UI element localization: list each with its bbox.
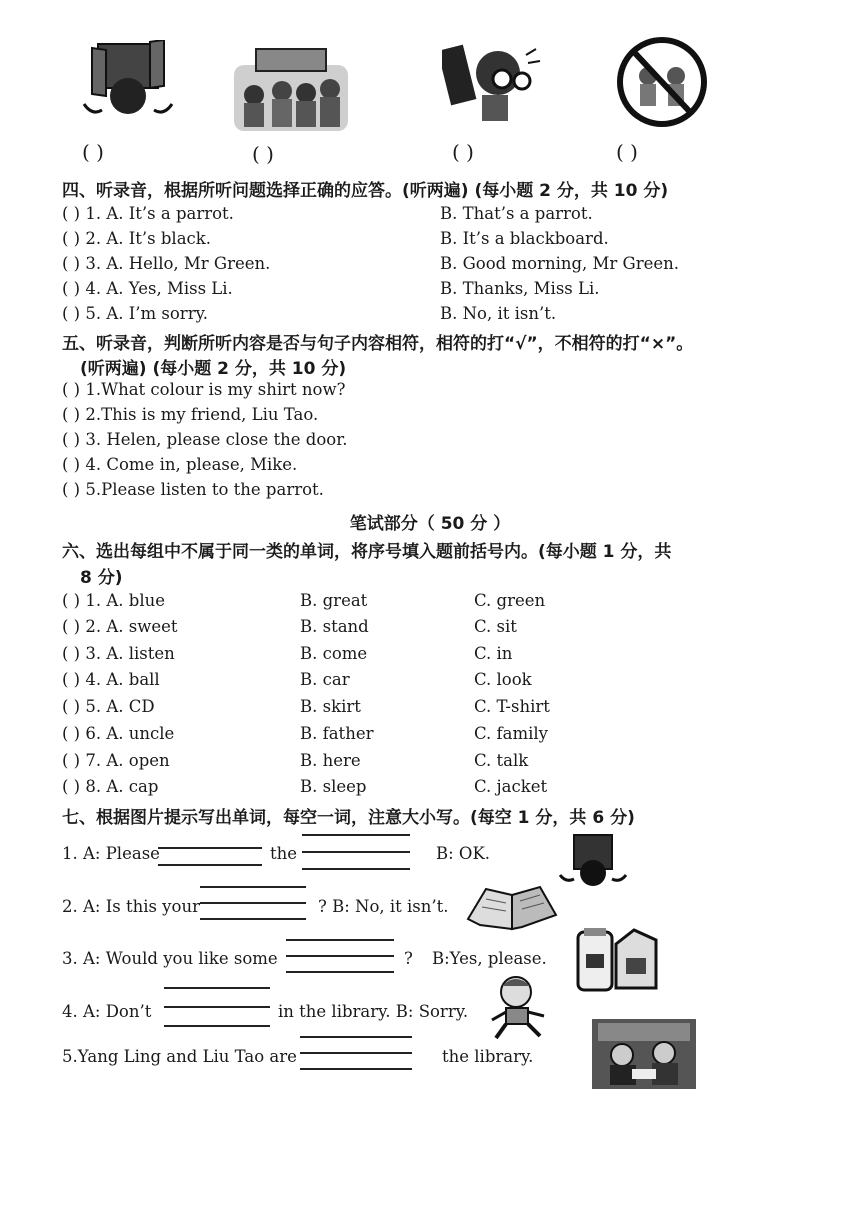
s7-q3-part2: ?	[404, 949, 413, 968]
s6-q8-c: C. jacket	[474, 777, 548, 796]
s7-q1-blank1-top[interactable]	[158, 847, 262, 849]
classroom-teacher-icon	[232, 45, 350, 133]
s7-q2-part2: ? B: No, it isn’t.	[318, 897, 449, 916]
s4-q1: ( ) 1. A. It’s a parrot.	[62, 204, 234, 223]
s6-q8-a: ( ) 8. A. cap	[62, 777, 159, 796]
section6-heading-1: 六、选出每组中不属于同一类的单词，将序号填入题前括号内。(每小题 1 分，共	[62, 542, 672, 562]
s7-q3-part1: 3. A: Would you like some	[62, 949, 278, 968]
s6-q2-a: ( ) 2. A. sweet	[62, 617, 178, 636]
window-icon	[556, 833, 630, 889]
running-boy-icon	[442, 35, 542, 130]
s7-q2-blank-mid[interactable]	[200, 902, 306, 904]
section5-heading-1: 五、听录音，判断所听内容是否与句子内容相符，相符的打“√”，不相符的打“×”。	[62, 334, 694, 354]
s6-q2-c: C. sit	[474, 617, 517, 636]
s7-q5-blank-bottom[interactable]	[300, 1068, 412, 1070]
s6-q3-a: ( ) 3. A. listen	[62, 644, 175, 663]
s7-q2-blank-top[interactable]	[200, 886, 306, 888]
s6-q7-b: B. here	[300, 751, 361, 770]
s6-q4-a: ( ) 4. A. ball	[62, 670, 160, 689]
milk-bottle-icon	[574, 926, 660, 994]
s6-q6-c: C. family	[474, 724, 548, 743]
s4-q5: ( ) 5. A. I’m sorry.	[62, 304, 208, 323]
s4-q5-b: B. No, it isn’t.	[440, 304, 557, 323]
s7-q5-blank-top[interactable]	[300, 1036, 412, 1038]
s7-q3-blank-mid[interactable]	[286, 955, 394, 957]
s6-q2-b: B. stand	[300, 617, 369, 636]
s5-item5: ( ) 5.Please listen to the parrot.	[62, 480, 324, 499]
s6-q5-a: ( ) 5. A. CD	[62, 697, 155, 716]
answer-paren-1[interactable]: ( )	[82, 140, 104, 164]
section5-heading-2: (听两遍) (每小题 2 分，共 10 分)	[80, 359, 347, 379]
s6-q4-b: B. car	[300, 670, 350, 689]
s6-q7-c: C. talk	[474, 751, 529, 770]
s6-q3-c: C. in	[474, 644, 513, 663]
s7-q1-blank2-bottom[interactable]	[302, 868, 410, 870]
s7-q2-part1: 2. A: Is this your	[62, 897, 200, 916]
s5-item4: ( ) 4. Come in, please, Mike.	[62, 455, 298, 474]
s4-q2: ( ) 2. A. It’s black.	[62, 229, 212, 248]
answer-paren-2[interactable]: ( )	[252, 142, 274, 166]
s4-q4-b: B. Thanks, Miss Li.	[440, 279, 600, 298]
s6-q1-b: B. great	[300, 591, 368, 610]
s7-q4-part1: 4. A: Don’t	[62, 1002, 152, 1021]
s5-item1: ( ) 1.What colour is my shirt now?	[62, 380, 346, 399]
section6-heading-2: 8 分)	[80, 568, 123, 588]
s7-q3-part3: B:Yes, please.	[432, 949, 547, 968]
s7-q4-part2: in the library. B: Sorry.	[278, 1002, 469, 1021]
open-book-icon	[466, 885, 558, 933]
s7-q3-blank-top[interactable]	[286, 939, 394, 941]
s7-q1-blank1-bottom[interactable]	[158, 864, 262, 866]
s7-q1-blank2-mid[interactable]	[302, 851, 410, 853]
answer-paren-4[interactable]: ( )	[616, 140, 638, 164]
s5-item2: ( ) 2.This is my friend, Liu Tao.	[62, 405, 319, 424]
s4-q2-b: B. It’s a blackboard.	[440, 229, 609, 248]
s7-q3-blank-bottom[interactable]	[286, 971, 394, 973]
s4-q1-b: B. That’s a parrot.	[440, 204, 593, 223]
s6-q8-b: B. sleep	[300, 777, 367, 796]
s6-q7-a: ( ) 7. A. open	[62, 751, 170, 770]
written-part-title: 笔试部分（ 50 分 ）	[349, 514, 511, 534]
s6-q3-b: B. come	[300, 644, 368, 663]
s7-q1-blank2-top[interactable]	[302, 834, 410, 836]
s7-q4-blank-top[interactable]	[164, 987, 270, 989]
no-talking-sign-icon	[612, 36, 712, 128]
s6-q4-c: C. look	[474, 670, 532, 689]
s4-q4: ( ) 4. A. Yes, Miss Li.	[62, 279, 233, 298]
s7-q1-part3: B: OK.	[436, 844, 491, 863]
s7-q5-part2: the library.	[442, 1047, 534, 1066]
s5-item3: ( ) 3. Helen, please close the door.	[62, 430, 348, 449]
s6-q6-b: B. father	[300, 724, 374, 743]
answer-paren-3[interactable]: ( )	[452, 140, 474, 164]
s7-q5-part1: 5.Yang Ling and Liu Tao are	[62, 1047, 297, 1066]
s7-q1-part1: 1. A: Please	[62, 844, 160, 863]
s4-q3: ( ) 3. A. Hello, Mr Green.	[62, 254, 271, 273]
s6-q5-c: C. T-shirt	[474, 697, 550, 716]
section4-heading: 四、听录音，根据所听问题选择正确的应答。(听两遍) (每小题 2 分，共 10 分)	[62, 181, 669, 201]
s6-q1-a: ( ) 1. A. blue	[62, 591, 165, 610]
s6-q6-a: ( ) 6. A. uncle	[62, 724, 175, 743]
s7-q4-blank-mid[interactable]	[164, 1006, 270, 1008]
running-child-icon	[488, 974, 550, 1046]
s6-q5-b: B. skirt	[300, 697, 361, 716]
s7-q2-blank-bottom[interactable]	[200, 918, 306, 920]
closing-window-icon	[78, 40, 178, 120]
s7-q5-blank-mid[interactable]	[300, 1052, 412, 1054]
s7-q1-part2: the	[270, 844, 298, 863]
s4-q3-b: B. Good morning, Mr Green.	[440, 254, 680, 273]
s6-q1-c: C. green	[474, 591, 546, 610]
s7-q4-blank-bottom[interactable]	[164, 1025, 270, 1027]
section7-heading: 七、根据图片提示写出单词，每空一词，注意大小写。(每空 1 分，共 6 分)	[62, 808, 635, 828]
children-reading-icon	[592, 1019, 696, 1089]
